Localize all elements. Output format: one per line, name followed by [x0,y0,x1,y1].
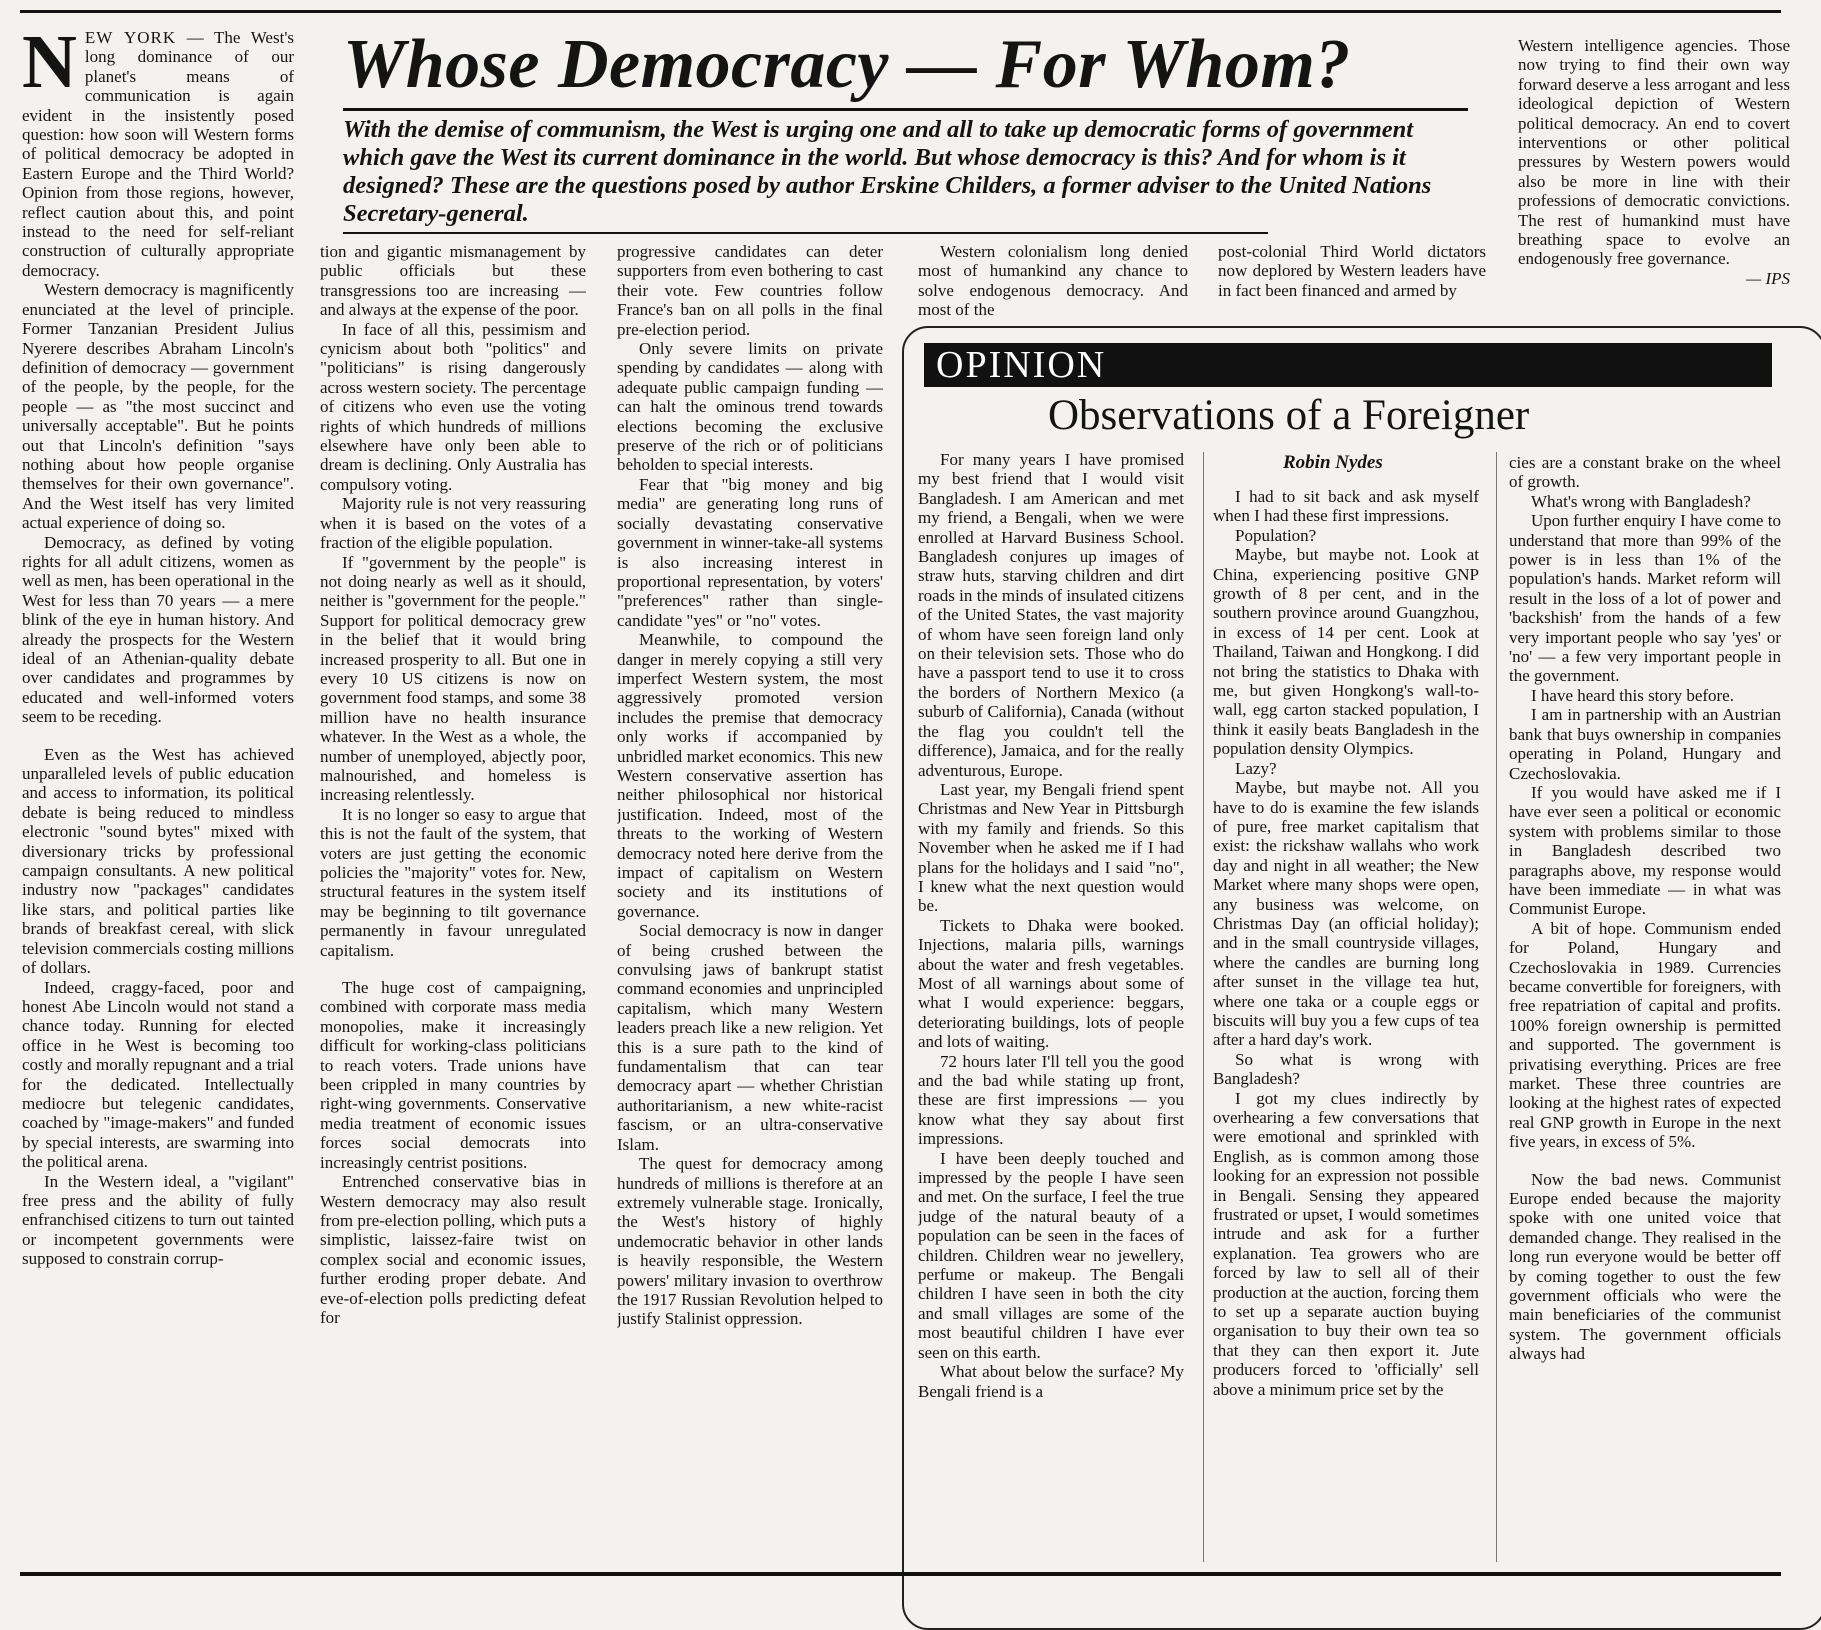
paragraph: 72 hours later I'll tell you the good and the bad while stating up front, these are first impressions — you know what they say about first impressions. [918,1051,1184,1149]
paragraph: The huge cost of campaigning, combined with corporate mass media monopolies, make it increasingly difficult for working-class politicians to reach voters. Trade unions have been crippled in many countries by right-wing governments. Conservative media treatment of economic issues forces social democrats into increasingly centrist positions. [320,978,586,1172]
headline: Whose Democracy — For Whom? [343,26,1351,103]
column-rule [1496,452,1497,1562]
paragraph: Democracy, as defined by voting rights for all adult citizens, women as well as men, has been operational in the West for less than 70 years — a mere blink of the eye in human history. And already the prospects for the Western ideal of an Athenian-quality debate over candidates and programmes by educated and well-informed voters seem to be receding. [22,532,294,727]
paragraph: cies are a constant brake on the wheel of growth. [1509,453,1781,492]
paragraph: The quest for democracy among hundreds of millions is therefore at an extremely vulnerable stage. Ironically, the West's history of highly undemocratic behavior in other lands is heavily responsible, the Western powers' military invasion to overthrow the 1917 Russian Revolution helped to justify Stalinist oppression. [617,1154,883,1329]
article-column-3 [617,242,883,1564]
headline-rule [343,108,1468,111]
paragraph: Tickets to Dhaka were booked. Injections, malaria pills, warnings about the water and fresh vegetables. Most of all warnings about some of what I would experience: beggars, deteriorating buildings, lots of people and lots of waiting. [918,915,1184,1052]
article-column-2 [320,242,586,1564]
paragraph: Upon further enquiry I have come to understand that more than 99% of the power is in less than 1% of the population's hands. Market reform will result in the loss of a lot of power and 'backshish' from the hands of a few very important people who say 'yes' or 'no' — a few very important people in the government. [1509,511,1781,686]
paragraph: What about below the surface? My Bengali friend is a [918,1362,1184,1401]
paragraph: progressive candidates can deter supporters from even bothering to cast their vote. Few countries follow France's ban on all polls in the final pre-election period. [617,242,883,339]
paragraph: I have heard this story before. [1531,685,1734,705]
deck-tail: , a former adviser to the United Nations Secretary-general. [343,172,1432,227]
paragraph: Western intelligence agencies. Those now trying to find their own way forward deserve a less arrogant and less ideological depiction of Western political democracy. An end to covert interventions or other political pressures by Western powers would also be more in line with their professions of democratic convictions. The rest of humankind must have breathing space to evolve an endogenously free governance. [1518,36,1790,269]
paragraph: In the Western ideal, a "vigilant" free press and the ability of fully enfranchised citizens to turn out tainted or incompetent governments were supposed to constrain corrup- [22,1171,294,1269]
article-column-5 [1218,242,1486,320]
dateline: EW YORK [84,28,177,47]
article-column-4 [918,242,1188,320]
top-rule [20,10,1781,13]
opinion-column-c [1509,453,1781,1566]
article-column-1 [22,28,294,1566]
deck-text: With the demise of communism, the West is urging one and all to take up democratic forms of government which gave the West its current dominance in the world. But whose democracy is this? And for whom is it designed? These are the questions posed by author [343,116,1414,199]
drop-cap: N [22,28,77,104]
paragraph: Western colonialism long denied most of humankind any chance to solve endogenous democracy. And most of the [918,242,1188,320]
paragraph: I got my clues indirectly by overhearing a few conversations that were emotional and sprinkled with English, as is common among those looking for an expression not possible in Bengali. Sensing they appeared frustrated or upset, I would sometimes intrude and ask for a further explanation. Tea growers who are forced by law to sell all of their production at the auction, forcing them to set up a separate auction buying organisation to buy their own tea so that they can then export it. Jute producers forced to 'officially' sell above a minimum price set by the [1213,1088,1479,1399]
paragraph: I am in partnership with an Austrian bank that buys ownership in companies operating in Poland, Hungary and Czechoslovakia. [1509,705,1781,783]
column-rule [1203,452,1204,1562]
paragraph: If you would have asked me if I have ever seen a political or economic system with problems similar to those in Bangladesh described two paragraphs above, my response would have been immediate — in what was Communist Europe. [1509,782,1781,919]
paragraph: A bit of hope. Communism ended for Poland, Hungary and Czechoslovakia in 1989. Currencies became convertible for foreigners, with free repatriation of capital and profits. 100% foreign ownership is permitted and supported. The government is privatising everything. Prices are free market. These three countries are looking at the highest rates of expected real GNP growth in Europe in the next five years, in excess of 5%. [1509,918,1781,1152]
article-column-6 [1518,36,1790,336]
paragraph: Fear that "big money and big media" are generating long runs of socially devastating conservative government in winner-take-all systems is also increasing interest in proportional representation, by voters' "preferences" rather than single-candidate "yes" or "no" votes. [617,474,883,630]
paragraph: Majority rule is not very reassuring when it is based on the votes of a fraction of the eligible population. [320,494,586,553]
paragraph: Even as the West has achieved unparalleled levels of public education and access to information, its political debate is being reduced to mindless electronic "sound bytes" mixed with diversionary tricks by professional campaign consultants. A new political industry now "packages" candidates like stars, and political parties like brands of breakfast cereal, with slick television commercials costing millions of dollars. [22,744,294,978]
lead-paragraph [22,28,294,280]
opinion-title: Observations of a Foreigner [1048,392,1530,439]
paragraph: For many years I have promised my best friend that I would visit Bangladesh. I am American and met my friend, a Bengali, when we were enrolled at Harvard Business School. Bangladesh conjures up images of straw huts, starving children and dirt roads in the minds of insulated citizens of the United States, the vast majority of whom have seen foreign land only on their television sets. Those who do have a passport tend to use it to cross the borders of Northern Mexico (a suburb of California), Canada (without the flag you couldn't tell the difference), Jamaica, and for the really adventurous, Europe. [918,450,1184,780]
paragraph: Only severe limits on private spending by candidates — along with adequate public campaign funding — can halt the ominous trend towards elections becoming the exclusive preserve of the rich or of politicians beholden to special interests. [617,339,883,475]
paragraph: Population? [1235,525,1317,545]
paragraph: I had to sit back and ask myself when I had these first impressions. [1213,487,1479,526]
deck [343,116,1473,228]
bottom-rule [20,1572,1781,1576]
credit: — IPS [1746,268,1790,288]
opinion-column-b [1213,487,1479,1566]
opinion-byline: Robin Nydes [1283,452,1383,473]
opinion-label: OPINION [936,344,1107,386]
paragraph: Social democracy is now in danger of being crushed between the convulsing jaws of bankrupt statist command economies and unprincipled capitalism, which many Western leaders preach like a new religion. Yet this is a sure path to the kind of fundamentalism that can tear democracy apart — whether Christian authoritarianism, a new white-racist fascism, or an ultra-conservative Islam. [617,921,883,1154]
lead-text: — The West's long dominance of our planet's means of communication is again evident in the insistently posed question: how soon will Western forms of political democracy be adopted in Eastern Europe and the Third World? Opinion from those regions, however, reflect caution about this, and point instead to the need for self-reliant construction of culturally appropriate democracy. [22,28,294,280]
paragraph: If "government by the people" is not doing nearly as well as it should, neither is "government for the people." Support for political democracy grew in the belief that it would bring increased prosperity to all. But one in every 10 US citizens is now on government food stamps, and some 38 million have no health insurance whatever. In the West as a whole, the number of unemployed, abjectly poor, malnourished, and homeless is increasing relentlessly. [320,552,586,805]
paragraph: Maybe, but maybe not. Look at China, experiencing positive GNP growth of 8 per cent, and in the southern province around Guangzhou, in excess of 14 per cent. Look at Thailand, Taiwan and Hongkong. I did not bring the statistics to Dhaka with me, but given Hongkong's wall-to-wall, egg carton stacked population, I think it easily beats Bangladesh in the population density Olympics. [1213,545,1479,759]
paragraph: Entrenched conservative bias in Western democracy may also result from pre-election polling, which puts a simplistic, laissez-faire twist on complex social and economic issues, further eroding proper debate. And eve-of-election polls predicting defeat for [320,1172,586,1327]
paragraph: Western democracy is magnificently enunciated at the level of principle. Former Tanzanian President Julius Nyerere describes Abraham Lincoln's definition of democracy — government of the people, by the people, for the people — as "the most succinct and universally acceptable". But he points out that Lincoln's definition "says nothing about how people organise themselves for their own governance". And the West itself has very limited actual experience of doing so. [22,280,294,533]
deck-rule [343,232,1268,234]
paragraph: It is no longer so easy to argue that this is not the fault of the system, that voters are just getting the economic policies the "majority" votes for. New, structural features in the system itself may be beginning to tilt governance permanently in favour unregulated capitalism. [320,804,586,960]
opinion-column-a [918,450,1184,1566]
paragraph: I have been deeply touched and impressed by the people I have seen and met. On the surface, I feel the true judge of the natural beauty of a population can be seen in the faces of children. Children wear no jewellery, perfume or makeup. The Bengali children I have seen in both the city and small villages are some of the most beautiful children I have ever seen on this earth. [918,1148,1184,1362]
paragraph: Lazy? [1235,758,1277,778]
paragraph: Meanwhile, to compound the danger in merely copying a still very imperfect Western system, the most aggressively promoted version includes the premise that democracy only works if accompanied by unbridled market economics. This new Western conservative assertion has neither philosophical nor historical justification. Indeed, most of the threats to the working of Western democracy noted here derive from the impact of capitalism on Western society and its institutions of governance. [617,630,883,921]
paragraph: What's wrong with Bangladesh? [1531,491,1751,511]
paragraph: Now the bad news. Communist Europe ended because the majority spoke with one united voice that demanded change. They realised in the long run everyone would be better off by coming together to oust the few government officials who were the main beneficiaries of the communist system. The government officials always had [1509,1169,1781,1364]
paragraph: tion and gigantic mismanagement by public officials but these transgressions too are increasing — and always at the expense of the poor. [320,242,586,320]
paragraph: Indeed, craggy-faced, poor and honest Abe Lincoln would not stand a chance today. Running for elected office in he West is becoming too costly and morally repugnant and a trial for the dedicated. Intellectually mediocre but telegenic candidates, coached by "image-makers" and funded by special interests, are swarming into the political arena. [22,977,294,1172]
paragraph: post-colonial Third World dictators now deplored by Western leaders have in fact been financed and armed by [1218,242,1486,300]
deck-author: Erskine Childers [860,172,1032,199]
paragraph: Maybe, but maybe not. All you have to do is examine the few islands of pure, free market capitalism that exist: the rickshaw wallahs who work day and night in all weather; the New Market where many shops were open, any business was welcome, on Christmas Day (an official holiday); and in the small countryside villages, where the candles are burning long after sunset in the village tea hut, where one taka or a couple eggs or biscuits will buy you a few cups of tea after a hard day's work. [1213,778,1479,1050]
paragraph: So what is wrong with Bangladesh? [1213,1049,1479,1089]
paragraph: In face of all this, pessimism and cynicism about both "politics" and "politicians" is rising dangerously across western society. The percentage of citizens who even use the voting rights of which hundreds of millions elsewhere have only been able to dream is declining. Only Australia has compulsory voting. [320,319,586,494]
paragraph: Last year, my Bengali friend spent Christmas and New Year in Pittsburgh with my family and friends. So this November when he asked me if I had plans for the holidays and I said "no", I knew what the next question would be. [918,779,1184,916]
